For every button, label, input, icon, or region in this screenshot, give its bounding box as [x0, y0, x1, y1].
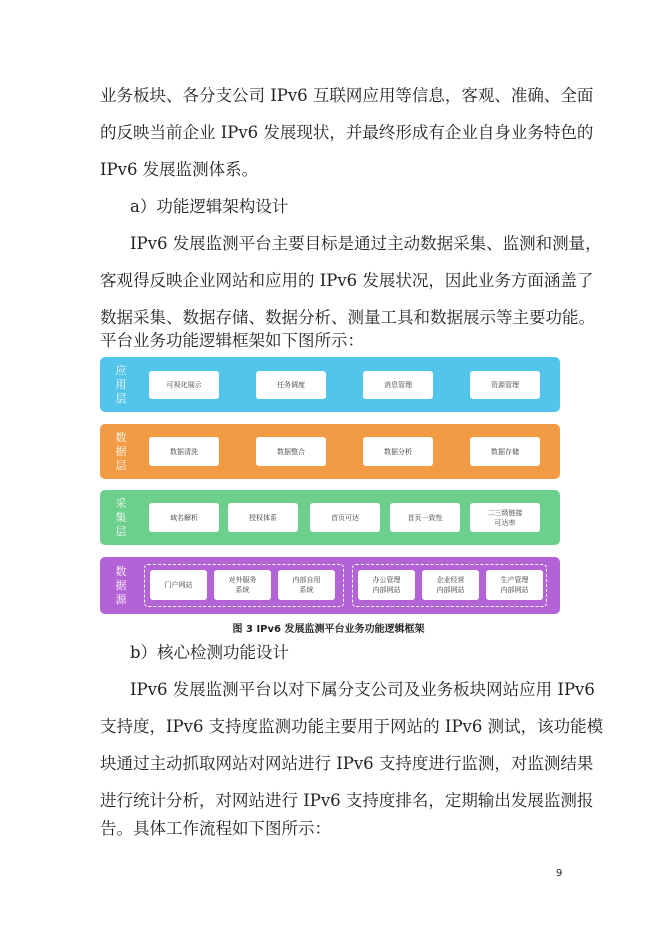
- app-box-1: 可视化展示: [149, 371, 219, 399]
- paragraph2-line4: 平台业务功能逻辑框架如下图所示：: [100, 331, 364, 350]
- paragraph1-line1: 业务板块、各分支公司 IPv6 互联网应用等信息，客观、准确、全面: [100, 86, 594, 105]
- source-box-2: 对外服务 系统: [214, 570, 271, 600]
- data-box-3: 数据分析: [363, 437, 433, 466]
- layer-collection-label: 采集层: [115, 496, 127, 538]
- source-box-5: 企业经营 内部网站: [422, 570, 479, 600]
- collect-box-5: 二三级链接 可达率: [470, 503, 540, 532]
- layer-application: [100, 357, 560, 412]
- paragraph3-line2: 支持度，IPv6 支持度监测功能主要用于网站的 IPv6 测试，该功能模: [100, 717, 604, 736]
- collect-box-4: 首页一致性: [390, 503, 460, 532]
- paragraph2-line1: IPv6 发展监测平台主要目标是通过主动数据采集、监测和测量，: [130, 234, 602, 253]
- paragraph2-line3: 数据采集、数据存储、数据分析、测量工具和数据展示等主要功能。: [100, 308, 595, 327]
- layer-data-label: 数据层: [115, 430, 127, 472]
- layer-data: [100, 424, 560, 479]
- paragraph3-line4: 进行统计分析，对网站进行 IPv6 支持度排名，定期输出发展监测报: [100, 791, 594, 810]
- app-box-2: 任务调度: [256, 371, 326, 399]
- architecture-diagram: [100, 357, 560, 614]
- paragraph3-line3: 块通过主动抓取网站对网站进行 IPv6 支持度进行监测，对监测结果: [100, 754, 594, 773]
- paragraph3-line1: IPv6 发展监测平台以对下属分支公司及业务板块网站应用 IPv6: [130, 680, 595, 699]
- heading-b: b）核心检测功能设计: [130, 643, 290, 662]
- paragraph2-line2: 客观得反映企业网站和应用的 IPv6 发展状况，因此业务方面涵盖了: [100, 271, 594, 290]
- collect-box-3: 首页可达: [310, 503, 380, 532]
- paragraph1-line3: IPv6 发展监测体系。: [100, 160, 259, 179]
- data-box-1: 数据清洗: [149, 437, 219, 466]
- layer-datasource-label: 数据源: [115, 564, 127, 606]
- heading-a: a）功能逻辑架构设计: [130, 197, 289, 216]
- data-box-2: 数据整合: [256, 437, 326, 466]
- collect-box-1: 域名解析: [149, 503, 219, 532]
- app-box-3: 消息管理: [363, 371, 433, 399]
- layer-datasource: [100, 557, 560, 614]
- source-box-1: 门户网站: [150, 570, 207, 600]
- page-number: 9: [556, 868, 563, 879]
- paragraph1-line2: 的反映当前企业 IPv6 发展现状，并最终形成有企业自身业务特色的: [100, 123, 594, 142]
- app-box-4: 资源管理: [470, 371, 540, 399]
- collect-box-2: 授权体系: [228, 503, 298, 532]
- paragraph3-line5: 告。具体工作流程如下图所示：: [100, 819, 331, 838]
- figure-caption: 图 3 IPv6 发展监测平台业务功能逻辑框架: [232, 624, 425, 635]
- source-box-3: 内部自用 系统: [278, 570, 335, 600]
- source-box-6: 生产管理 内部网站: [486, 570, 543, 600]
- data-box-4: 数据存储: [470, 437, 540, 466]
- layer-collection: [100, 490, 560, 545]
- layer-application-label: 应用层: [115, 363, 127, 405]
- source-box-4: 办公管理 内部网站: [358, 570, 415, 600]
